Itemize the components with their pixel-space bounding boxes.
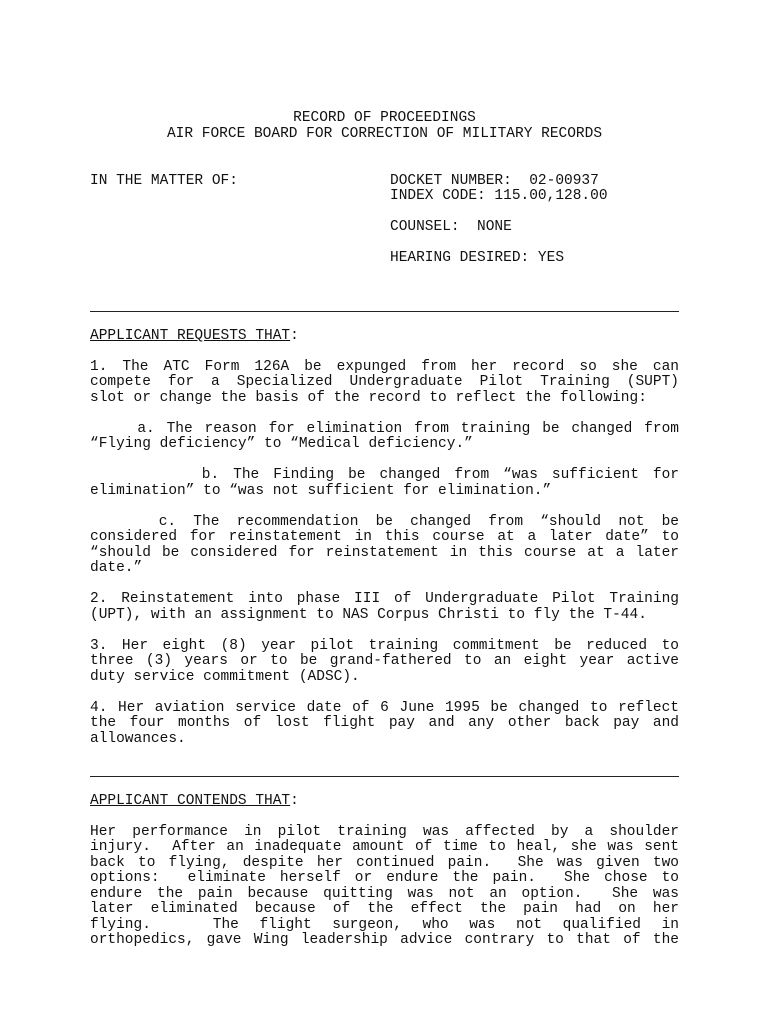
request-4-line: the four months of lost flight pay and any other back pay and xyxy=(90,715,679,731)
request-2-line: 2. Reinstatement into phase III of Undergraduate Pilot Training xyxy=(90,591,679,607)
request-1b-line: b. The Finding be changed from “was sufficient for xyxy=(90,467,679,483)
contends-line: options: eliminate herself or endure the pain. She chose to xyxy=(90,870,679,886)
matter-label: IN THE MATTER OF: xyxy=(90,173,238,189)
contends-line: back to flying, despite her continued pain. She was given two xyxy=(90,855,679,871)
contends-line: later eliminated because of the effect the pain had on her xyxy=(90,901,679,917)
docket-number: DOCKET NUMBER: 02-00937 xyxy=(390,173,599,189)
request-4-line: 4. Her aviation service date of 6 June 1995 be changed to reflect xyxy=(90,700,679,716)
request-1-line: slot or change the basis of the record to reflect the following: xyxy=(90,390,647,406)
request-1-line: 1. The ATC Form 126A be expunged from her record so she can xyxy=(90,359,679,375)
request-1c-line: considered for reinstatement in this course at a later date” to xyxy=(90,529,679,545)
contends-heading: APPLICANT CONTENDS THAT: xyxy=(90,793,299,809)
contends-line: endure the pain because quitting was not an option. She was xyxy=(90,886,679,902)
request-1b-line: elimination” to “was not sufficient for elimination.” xyxy=(90,483,552,499)
request-4-line: allowances. xyxy=(90,731,186,747)
request-3-line: 3. Her eight (8) year pilot training commitment be reduced to xyxy=(90,638,679,654)
contends-line: orthopedics, gave Wing leadership advice contrary to that of the xyxy=(90,932,679,948)
section-divider xyxy=(90,776,679,777)
request-1c-line: “should be considered for reinstatement in this course at a later xyxy=(90,545,679,561)
index-code: INDEX CODE: 115.00,128.00 xyxy=(390,188,608,204)
section-divider xyxy=(90,311,679,312)
request-1-line: compete for a Specialized Undergraduate Pilot Training (SUPT) xyxy=(90,374,679,390)
counsel: COUNSEL: NONE xyxy=(390,219,512,235)
contends-line: flying. The flight surgeon, who was not qualified in xyxy=(90,917,679,933)
requests-heading: APPLICANT REQUESTS THAT: xyxy=(90,328,299,344)
contends-line: injury. After an inadequate amount of time to heal, she was sent xyxy=(90,839,679,855)
request-2-line: (UPT), with an assignment to NAS Corpus Christi to fly the T-44. xyxy=(90,607,647,623)
request-1c-line: c. The recommendation be changed from “should not be xyxy=(90,514,679,530)
contends-line: Her performance in pilot training was affected by a shoulder xyxy=(90,824,679,840)
request-1a-line: “Flying deficiency” to “Medical deficiency.” xyxy=(90,436,473,452)
request-3-line: duty service commitment (ADSC). xyxy=(90,669,360,685)
request-3-line: three (3) years or to be grand-fathered to an eight year active xyxy=(90,653,679,669)
board-name: AIR FORCE BOARD FOR CORRECTION OF MILITARY RECORDS xyxy=(166,126,603,142)
request-1c-line: date.” xyxy=(90,560,143,576)
request-1a-line: a. The reason for elimination from training be changed from xyxy=(90,421,679,437)
hearing-desired: HEARING DESIRED: YES xyxy=(390,250,565,266)
document-title: RECORD OF PROCEEDINGS xyxy=(293,110,476,126)
